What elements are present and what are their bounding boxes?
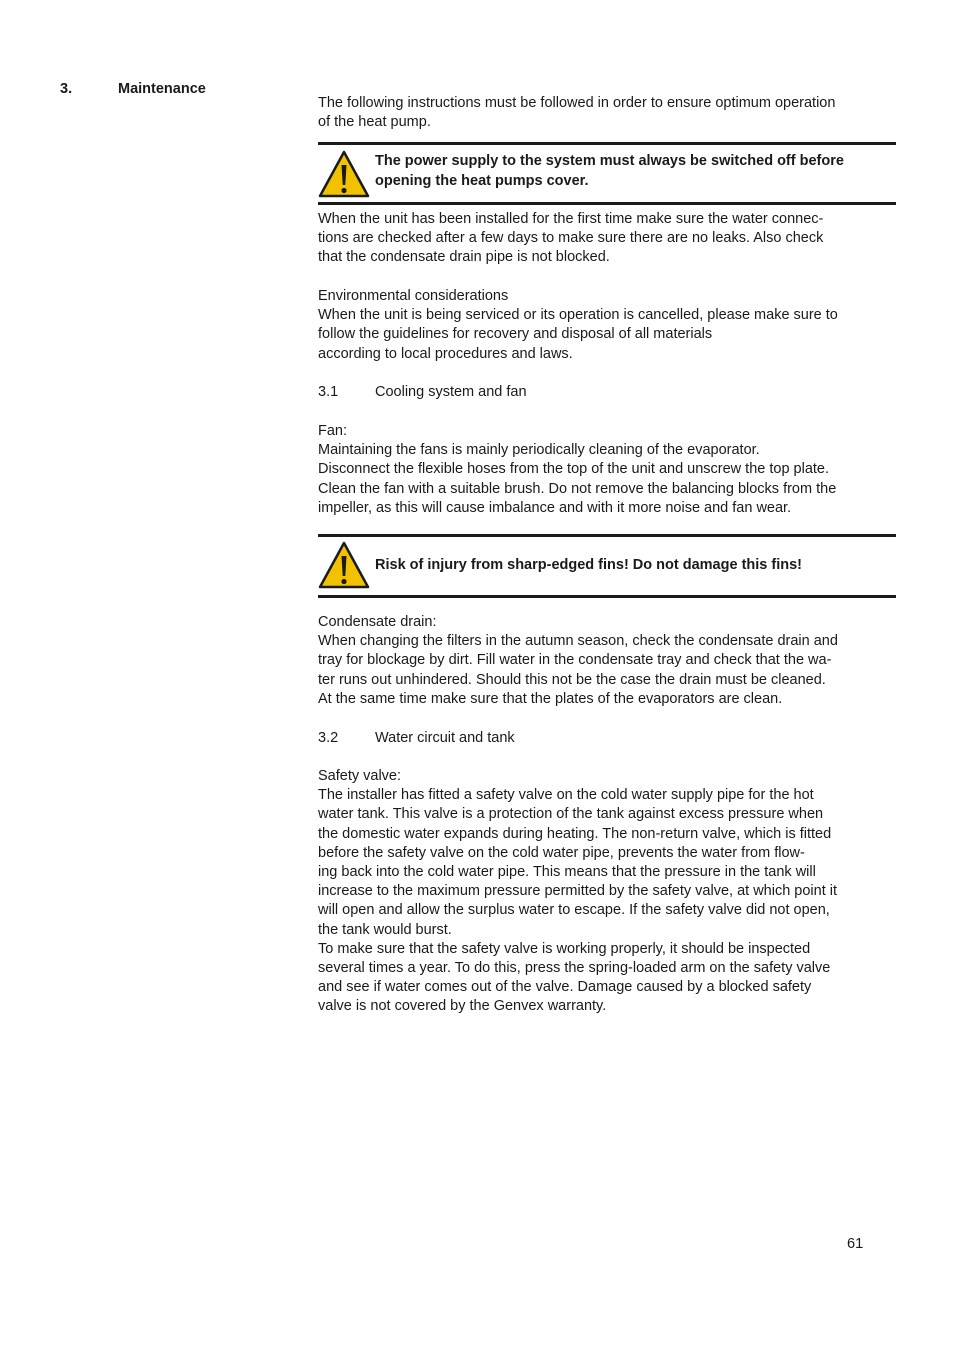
warning-box-fins [318,534,896,600]
warning-triangle-icon [318,541,370,589]
warning-triangle-icon [318,150,370,198]
subsection-number: 3.1 [318,384,339,400]
warning-text-fins: Risk of injury from sharp-edged fins! Do not damage this fins! [375,557,802,573]
warning-top-rule [318,142,896,145]
environment-heading: Environmental considerations [318,288,509,304]
subsection-title: Water circuit and tank [375,730,515,746]
condensate-heading: Condensate drain: [318,614,437,630]
warning-bottom-rule [318,202,896,205]
safety-valve-section [318,767,898,1017]
safety-valve-heading: Safety valve: [318,768,402,784]
environment-section [318,287,898,364]
subsection-number: 3.2 [318,730,339,746]
subsection-3-1 [318,383,527,402]
subsection-title: Cooling system and fan [375,384,527,400]
fan-text: Maintaining the fans is mainly periodically cleaning of the evaporator. Disconnect the flexible hoses from the top of the unit and unscrew the top plate. Clean the fan with a suitable brush. Do not remove the balancing blocks from the impeller, as this will cause imbalance and with it more noise and fan wear. [318,442,837,516]
intro-paragraph: The following instructions must be followed in order to ensure optimum operation of the heat pump. [318,95,836,131]
section-number: 3. [60,81,73,97]
condensate-section [318,613,898,709]
fan-section [318,422,898,518]
condensate-text: When changing the filters in the autumn season, check the condensate drain and tray for blockage by dirt. Fill water in the condensate tray and check that the wa- ter runs out unhindered. Should this not be the case the drain must be cleaned. At the same time make sure that the plates of the evaporators are clean. [318,633,838,707]
section-title: Maintenance [118,81,206,97]
page-number: 61 [847,1236,864,1252]
warning-text-power: The power supply to the system must always be switched off before opening the heat pumps cover. [375,153,844,189]
environment-text: When the unit is being serviced or its operation is cancelled, please make sure to follow the guidelines for recovery and disposal of all materials according to local procedures and laws. [318,307,838,362]
subsection-3-2 [318,729,515,748]
warning-box-power [318,142,896,208]
warning-top-rule [318,534,896,537]
safety-valve-text: The installer has fitted a safety valve on the cold water supply pipe for the hot water tank. This valve is a protection of the tank against excess pressure when the domestic water expands during heating. The non-return valve, which is fitted before the safety valve on the cold water pipe, prevents the water from flow- ing back into the cold water pipe. This means that the pressure in the tank will increase to the maximum pressure permitted by the safety valve, at which point it will open and allow the surplus water to escape. If the safety valve did not open, the tank would burst. To make sure that the safety valve is working properly, it should be inspected several times a year. To do this, press the spring-loaded arm on the safety valve and see if water comes out of the valve. Damage caused by a blocked safety valve is not covered by the Genvex warranty. [318,787,838,1015]
fan-heading: Fan: [318,423,348,439]
warning-bottom-rule [318,595,896,598]
installation-note: When the unit has been installed for the first time make sure the water connec- tions are checked after a few days to make sure there are no leaks. Also check that the condensate drain pipe is not blocked. [318,211,824,266]
